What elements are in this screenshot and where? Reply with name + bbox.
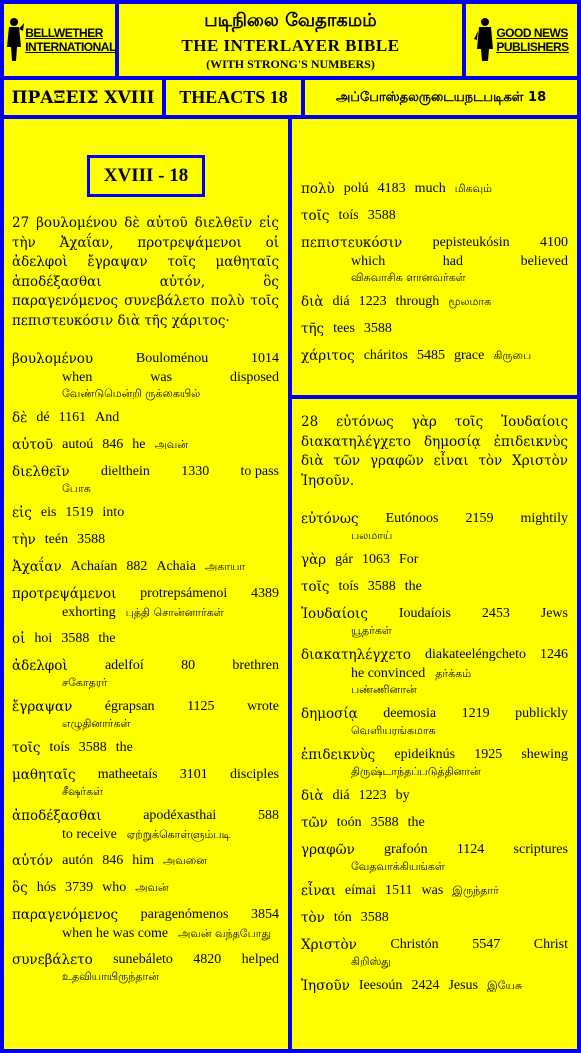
tamil-gloss: தர்க்கம் [435, 667, 472, 680]
greek-word: προτρεψάμενοι [12, 586, 117, 602]
strong-number: 3588 [367, 208, 396, 223]
greek-word: πεπιστευκόσιν [301, 235, 403, 251]
transliteration: hoi [34, 631, 53, 646]
english-gloss: believed [520, 254, 568, 269]
word-line [301, 577, 568, 597]
tamil-gloss: வேண்டுமென்றி ருக்கையில் [62, 387, 201, 400]
greek-word: διακατηλέγχετο [301, 647, 412, 663]
transliteration: grafoón [384, 842, 428, 857]
tamil-gloss: அவன் [154, 438, 188, 451]
transliteration: autón [62, 853, 94, 868]
greek-word: τῶν [301, 815, 328, 831]
word-line [12, 629, 279, 649]
greek-word: δημοσίᾳ [301, 706, 358, 722]
word-line [301, 840, 568, 860]
word-entry [301, 577, 568, 597]
verse-28-word-list [301, 509, 568, 1003]
tamil-gloss: வெளியரங்கமாக [351, 724, 436, 737]
english-gloss: mightily [520, 511, 568, 526]
transliteration: Ioudaíois [398, 606, 451, 621]
english-gloss: Christ [533, 937, 568, 952]
word-entry [12, 950, 279, 984]
word-entry [301, 976, 568, 996]
greek-word: παραγενόμενος [12, 907, 119, 923]
strong-number: 3588 [77, 532, 106, 547]
title-english: THE INTERLAYER BIBLE [181, 36, 400, 55]
transliteration: matheetaís [97, 767, 158, 782]
strong-number: 1246 [539, 647, 568, 662]
strong-number: 1330 [181, 464, 210, 479]
english-gloss: which [351, 254, 386, 269]
transliteration: protrepsámenoi [140, 586, 228, 601]
tamil-gloss: இருந்தார் [452, 884, 499, 897]
word-line [301, 179, 568, 199]
english-gloss: he [132, 437, 146, 452]
english-gloss: shewing [521, 747, 568, 762]
transliteration: eímai [344, 883, 377, 898]
english-gloss: wrote [247, 699, 279, 714]
word-entry [301, 935, 568, 969]
bellwether-figure-icon [3, 17, 25, 63]
word-entry [301, 179, 568, 199]
greek-word: τοῖς [301, 208, 330, 224]
strong-number: 846 [102, 853, 124, 868]
transliteration: dielthein [100, 464, 150, 479]
english-gloss: helped [241, 952, 279, 967]
english-gloss: was [421, 883, 444, 898]
greek-word: αὐτόν [12, 853, 54, 869]
strong-number: 1519 [65, 505, 94, 520]
greek-word: Χριστὸν [301, 937, 357, 953]
strong-number: 4820 [193, 952, 222, 967]
greek-word: αὐτοῦ [12, 437, 54, 453]
gloss-line [12, 826, 279, 844]
greek-word: γὰρ [301, 552, 327, 568]
word-entry [301, 550, 568, 570]
english-gloss: And [95, 410, 120, 425]
strong-number: 2453 [481, 606, 510, 621]
bellwether-logo [4, 4, 115, 76]
word-line [12, 435, 279, 455]
english-gloss: brethren [232, 658, 279, 673]
strong-number: 1511 [385, 883, 413, 898]
strong-number: 3588 [367, 579, 396, 594]
word-line [301, 206, 568, 226]
strong-number: 1223 [358, 294, 387, 309]
bellwether-logo-text: BELLWETHER INTERNATIONAL [25, 26, 116, 54]
good-news-logo-text: GOOD NEWS PUBLISHERS [496, 26, 569, 54]
greek-word: διὰ [301, 788, 324, 804]
word-line [301, 346, 568, 366]
word-line [12, 530, 279, 550]
strong-number: 1223 [358, 788, 387, 803]
english-gloss: exhorting [62, 605, 116, 620]
publisher-figure-icon [474, 17, 496, 63]
english-gloss: disciples [229, 767, 279, 782]
greek-word: Ἰησοῦν [301, 978, 350, 994]
title-subtitle: (WITH STRONG'S NUMBERS) [206, 57, 375, 71]
word-line [301, 645, 568, 665]
tamil-gloss: அகாயா [204, 560, 246, 573]
word-line [301, 813, 568, 833]
word-line [301, 509, 568, 529]
word-entry [301, 346, 568, 366]
greek-word: διὰ [301, 294, 324, 310]
greek-word: συνεβάλετο [12, 952, 93, 968]
english-gloss: Achaia [156, 559, 196, 574]
transliteration: autoú [62, 437, 94, 452]
strong-number: 588 [257, 808, 279, 823]
strong-number: 3588 [370, 815, 399, 830]
transliteration: Bouloménou [135, 351, 209, 366]
transliteration: toís [338, 579, 359, 594]
greek-word: ἔγραψαν [12, 699, 73, 715]
gloss-line [301, 665, 568, 683]
transliteration: deemosia [383, 706, 437, 721]
word-entry [301, 604, 568, 638]
greek-word: ὃς [12, 880, 28, 896]
book-english: THEACTS 18 [166, 80, 301, 115]
word-entry [301, 840, 568, 874]
strong-number: 4100 [539, 235, 568, 250]
word-line [12, 349, 279, 369]
strong-number: 5547 [472, 937, 501, 952]
word-line [12, 806, 279, 826]
word-line [301, 881, 568, 901]
tamil-gloss: உதவியாயிருந்தான் [62, 970, 159, 983]
english-gloss: when [62, 370, 93, 385]
strong-number: 4183 [377, 181, 406, 196]
strong-number: 2424 [411, 978, 440, 993]
english-gloss: to receive [62, 827, 117, 842]
english-gloss: Jews [540, 606, 568, 621]
english-gloss: grace [454, 348, 485, 363]
english-gloss: into [102, 505, 125, 520]
transliteration: eis [40, 505, 57, 520]
transliteration: gár [335, 552, 354, 567]
english-gloss: him [132, 853, 155, 868]
transliteration: Eutónoos [385, 511, 439, 526]
tamil-gloss: திருஷ்டாந்தப்படுத்தினான் [351, 765, 481, 778]
english-gloss: publickly [515, 706, 568, 721]
greek-word: τὸν [301, 910, 325, 926]
word-line [301, 704, 568, 724]
strong-number: 4389 [251, 586, 279, 601]
greek-word: Ἰουδαίοις [301, 606, 368, 622]
english-gloss: the [407, 815, 425, 830]
strong-number: 1925 [474, 747, 503, 762]
strong-number: 1014 [250, 351, 279, 366]
strong-number: 5485 [417, 348, 446, 363]
word-entry [12, 765, 279, 799]
strong-number: 3854 [251, 907, 279, 922]
word-entry [301, 206, 568, 226]
word-line [12, 950, 279, 970]
strong-number: 3101 [179, 767, 208, 782]
transliteration: Christón [390, 937, 439, 952]
strong-number: 1124 [456, 842, 485, 857]
word-line [12, 656, 279, 676]
word-line [301, 292, 568, 312]
word-line [301, 935, 568, 955]
chapter-label: XVIII - 18 [87, 155, 205, 197]
word-entry [12, 629, 279, 649]
word-line [301, 908, 568, 928]
word-entry [301, 645, 568, 697]
transliteration: adelfoí [104, 658, 144, 673]
english-gloss: was [150, 370, 173, 385]
strong-number: 1161 [58, 410, 87, 425]
word-line [12, 557, 279, 577]
word-entry [12, 435, 279, 455]
transliteration: epideiknús [394, 747, 456, 762]
word-entry [12, 462, 279, 496]
tamil-gloss: அவன் [135, 881, 169, 894]
greek-word: δὲ [12, 410, 28, 426]
greek-word: ἀποδέξασθαι [12, 808, 102, 824]
verse-27-word-list [12, 349, 279, 991]
transliteration: cháritos [363, 348, 409, 363]
word-line [301, 319, 568, 339]
tamil-gloss: புத்தி சொன்னார்கள் [125, 606, 224, 619]
greek-word: τοῖς [12, 740, 41, 756]
tamil-gloss: யூதர்கள் [351, 624, 392, 637]
transliteration: tees [333, 321, 355, 336]
word-line [301, 550, 568, 570]
word-entry [12, 738, 279, 758]
word-entry [12, 557, 279, 577]
english-gloss: For [399, 552, 419, 567]
greek-word: ἐπιδεικνὺς [301, 747, 376, 763]
tamil-gloss: பண்ணினான் [351, 683, 417, 696]
word-line [301, 604, 568, 624]
transliteration: hós [36, 880, 57, 895]
word-entry [12, 851, 279, 871]
tamil-gloss: சீஷர்கள் [62, 785, 104, 798]
word-entry [301, 908, 568, 928]
strong-number: 2159 [465, 511, 494, 526]
word-line [12, 905, 279, 925]
transliteration: toís [49, 740, 70, 755]
greek-word: τοῖς [301, 579, 330, 595]
strong-number: 1063 [362, 552, 391, 567]
word-entry [12, 349, 279, 401]
english-gloss: the [115, 740, 133, 755]
english-gloss: Jesus [448, 978, 478, 993]
transliteration: toón [336, 815, 362, 830]
good-news-logo [466, 4, 577, 76]
transliteration: diá [332, 788, 350, 803]
gloss-line [12, 369, 279, 387]
tamil-gloss: சகோதரர் [62, 676, 108, 689]
strong-number: 3588 [61, 631, 90, 646]
tamil-gloss: இயேசு [487, 979, 523, 992]
strong-number: 3588 [363, 321, 392, 336]
word-line [301, 233, 568, 253]
strong-number: 80 [181, 658, 196, 673]
english-gloss: through [395, 294, 440, 309]
word-line [301, 745, 568, 765]
english-gloss: scriptures [513, 842, 568, 857]
greek-word: ἀδελφοὶ [12, 658, 68, 674]
strong-number: 3588 [78, 740, 107, 755]
word-line [12, 462, 279, 482]
tamil-gloss: அவனை [163, 854, 207, 867]
word-entry [301, 786, 568, 806]
gloss-line [301, 253, 568, 271]
greek-word: τῆς [301, 321, 325, 337]
transliteration: diá [332, 294, 350, 309]
word-entry [301, 881, 568, 901]
greek-word: εὐτόνως [301, 511, 359, 527]
strong-number: 882 [126, 559, 148, 574]
english-gloss: the [98, 631, 116, 646]
tamil-gloss: மிகவும் [454, 182, 493, 195]
transliteration: diakateeléngcheto [424, 647, 527, 662]
word-line [12, 584, 279, 604]
english-gloss: much [414, 181, 446, 196]
word-entry [12, 878, 279, 898]
tamil-gloss: கிருபை [493, 349, 532, 362]
book-greek: ΠΡΑΞΕΙΣ XVIII [4, 80, 162, 115]
transliteration: tón [333, 910, 352, 925]
transliteration: Achaían [70, 559, 118, 574]
transliteration: sunebáleto [113, 952, 173, 967]
word-entry [301, 233, 568, 285]
greek-word: εἰς [12, 505, 32, 521]
tamil-gloss: மூலமாக [448, 295, 492, 308]
book-tamil: அப்போஸ்தலருடையநடபடிகள் 18 [305, 80, 577, 115]
greek-word: Ἀχαΐαν [12, 559, 62, 575]
word-entry [301, 813, 568, 833]
strong-number: 1219 [461, 706, 490, 721]
word-line [301, 976, 568, 996]
greek-word: γραφῶν [301, 842, 355, 858]
verse-28-text: 28 εὐτόνως γὰρ τοῖς Ἰουδαίοις διακατηλέγχετο δημοσίᾳ ἐπιδεικνὺς διὰ τῶν γραφῶν εἶναι τὸν Χριστὸν Ἰησοῦν. [301, 414, 568, 489]
english-gloss: the [404, 579, 422, 594]
greek-word: εἶναι [301, 883, 336, 899]
transliteration: égrapsan [104, 699, 155, 714]
english-gloss: when he was come [62, 926, 169, 941]
greek-word: οἱ [12, 631, 26, 647]
word-entry [12, 503, 279, 523]
english-gloss: to pass [240, 464, 279, 479]
greek-word: μαθηταῖς [12, 767, 76, 783]
greek-word: διελθεῖν [12, 464, 70, 480]
word-entry [301, 704, 568, 738]
word-line [12, 851, 279, 871]
word-entry [12, 584, 279, 622]
english-gloss: had [442, 254, 463, 269]
word-line [12, 697, 279, 717]
transliteration: apodéxasthai [143, 808, 217, 823]
english-gloss: he convinced [351, 666, 426, 681]
transliteration: paragenómenos [140, 907, 229, 922]
verse-27-text: 27 βουλομένου δὲ αὐτοῦ διελθεῖν εἰς τὴν Ἀχαΐαν, προτρεψάμενοι οἱ ἀδελφοὶ ἔγραψαν τοῖς μαθηταῖς ἀποδέξασθαι αὐτόν, ὃς παραγενόμενος συνεβάλετο πολὺ τοῖς πεπιστευκόσιν διὰ τῆς χάριτος· [12, 215, 279, 329]
title-block [119, 4, 462, 76]
tamil-gloss: எழுதினார்கள் [62, 717, 131, 730]
word-entry [12, 806, 279, 844]
tamil-gloss: வேதவாக்கியங்கள் [351, 860, 445, 873]
word-line [12, 408, 279, 428]
english-gloss: by [395, 788, 410, 803]
transliteration: dé [36, 410, 50, 425]
transliteration: Ieesoún [358, 978, 403, 993]
greek-word: τὴν [12, 532, 36, 548]
strong-number: 1125 [187, 699, 215, 714]
tamil-gloss: ஏற்றுக்கொள்ளும்படி [126, 828, 231, 841]
gloss-line [12, 604, 279, 622]
word-entry [301, 745, 568, 779]
word-entry [301, 292, 568, 312]
word-entry [12, 656, 279, 690]
greek-word: χάριτος [301, 348, 355, 364]
word-line [301, 786, 568, 806]
word-line [12, 878, 279, 898]
tamil-gloss: போக [62, 482, 91, 495]
verse-27-continued-word-list [301, 179, 568, 373]
greek-word: πολὺ [301, 181, 335, 197]
word-entry [12, 408, 279, 428]
word-line [12, 765, 279, 785]
gloss-line [12, 925, 279, 943]
word-entry [301, 509, 568, 543]
english-gloss: who [102, 880, 127, 895]
transliteration: toís [338, 208, 359, 223]
transliteration: teén [44, 532, 69, 547]
strong-number: 846 [102, 437, 124, 452]
transliteration: pepisteukósin [432, 235, 510, 250]
word-entry [301, 319, 568, 339]
word-entry [12, 530, 279, 550]
title-tamil: படிநிலை வேதாகமம் [204, 10, 377, 31]
english-gloss: disposed [229, 370, 279, 385]
word-entry [12, 697, 279, 731]
strong-number: 3739 [65, 880, 94, 895]
transliteration: polú [343, 181, 369, 196]
word-entry [12, 905, 279, 943]
word-line [12, 503, 279, 523]
strong-number: 3588 [360, 910, 389, 925]
tamil-gloss: பலமாய் [351, 529, 393, 542]
tamil-gloss: கிறிஸ்து [351, 955, 391, 968]
tamil-gloss: அவன் வந்தபோது [178, 927, 272, 940]
greek-word: βουλομένου [12, 351, 94, 367]
word-line [12, 738, 279, 758]
tamil-gloss: விசுவாசிக ளானவர்கள் [351, 271, 466, 284]
